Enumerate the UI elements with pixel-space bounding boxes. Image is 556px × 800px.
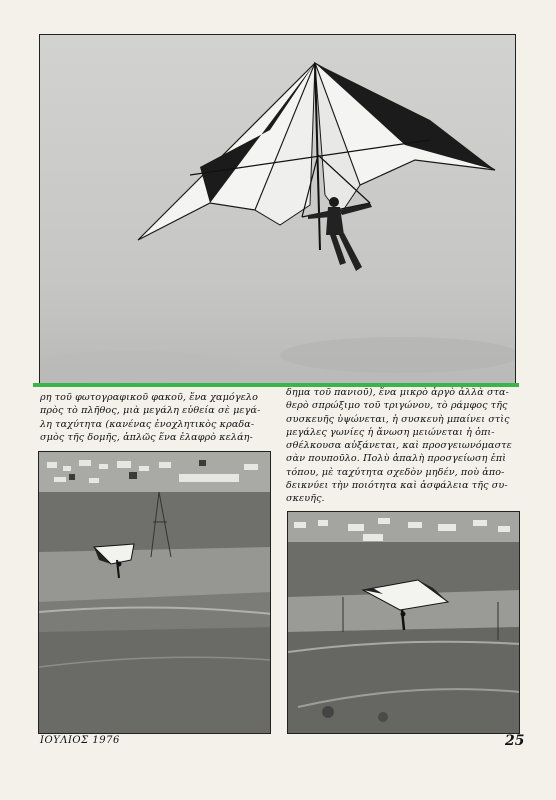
text-line: συσκευῆς ὑψώνεται, ἡ συσκευὴ μπαίνει στὶς (286, 413, 510, 425)
page-number: 25 (505, 733, 525, 749)
text-line: σθέλκουσα αὐξάνεται, καὶ προσγειωνόμαστε (286, 440, 512, 452)
issue-date: ΙΟΥΛΙΟΣ 1976 (40, 735, 120, 746)
article-text-left-column (40, 391, 268, 444)
text-line: τόπου, μὲ ταχύτητα σχεδὸν μηδέν, ποὺ ἀπο- (286, 466, 505, 478)
text-line: δημα τοῦ πανιοῦ), ἕνα μικρὸ ἀργὸ ἀλλὰ στα- (286, 387, 509, 398)
landing-hillside-photo-right (287, 511, 520, 734)
text-line: σμὸς τῆς δομῆς, ἁπλῶς ἕνα ἐλαφρὸ κελάη- (40, 431, 253, 443)
text-line: ρη τοῦ φωτογραφικοῦ φακοῦ, ἕνα χαμόγελο (40, 392, 258, 403)
article-text-right-column (286, 386, 520, 506)
text-line: σκευῆς. (286, 493, 325, 505)
text-line: θερὸ σπρώξιμο τοῦ τριγώνου, τὸ ράμφος τῆς (286, 400, 508, 412)
landing-hillside-photo-left (38, 451, 271, 734)
text-line: λη ταχύτητα (κανένας ἐνοχλητικὸς κραδα- (40, 418, 255, 430)
text-line: δεικνύει τὴν ποιότητα καὶ ἀσφάλεια τῆς συ- (286, 480, 508, 492)
hang-glider-sky-photo (39, 34, 516, 384)
text-line: πρὸς τὸ πλῆθος, μιὰ μεγάλη εὐθεία σὲ μεγά- (40, 405, 261, 417)
text-line: μεγάλες γωνίες ἡ ἄνωση μειώνεται ἡ ὀπι- (286, 426, 495, 438)
text-line: σὰν πουποῦλο. Πολὺ ἁπαλὴ προσγείωση ἐπὶ (286, 453, 507, 465)
